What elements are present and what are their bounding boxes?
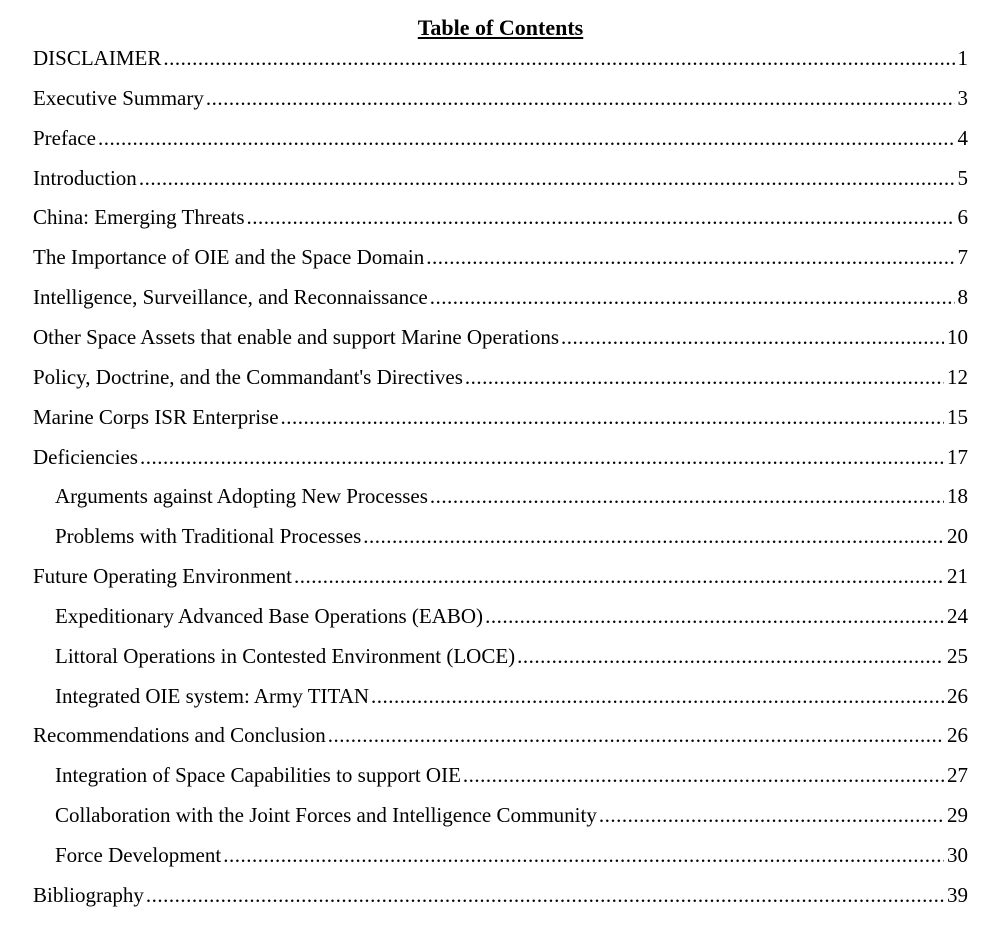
- toc-entry-label: Other Space Assets that enable and support Marine Operations: [33, 325, 560, 349]
- toc-entry-label: Integrated OIE system: Army TITAN: [55, 684, 370, 708]
- toc-entry-page-number: 1: [957, 46, 968, 70]
- toc-entry-label: Littoral Operations in Contested Environment (LOCE): [55, 644, 516, 668]
- toc-entry-page-number: 24: [947, 604, 968, 628]
- toc-entry-page-number: 7: [957, 245, 968, 269]
- toc-entry[interactable]: [33, 402, 968, 432]
- toc-entry-label: Policy, Doctrine, and the Commandant's Directives: [33, 365, 463, 389]
- toc-entry-page-number: 10: [947, 325, 968, 349]
- toc-entry-page-number: 18: [947, 484, 968, 508]
- toc-entry-label: Collaboration with the Joint Forces and Intelligence Community: [55, 803, 597, 827]
- toc-entry[interactable]: [55, 521, 968, 551]
- toc-entry-label: Introduction: [33, 166, 137, 190]
- toc-entry-label: Expeditionary Advanced Base Operations (EABO): [55, 604, 484, 628]
- toc-dot-leader: [163, 43, 954, 73]
- toc-entry-page-number: 20: [947, 524, 968, 548]
- toc-entry-label: China: Emerging Threats: [33, 205, 245, 229]
- toc-entry[interactable]: [55, 760, 968, 790]
- toc-entry-label: Problems with Traditional Processes: [55, 524, 362, 548]
- toc-dot-leader: [561, 322, 944, 352]
- toc-entry-label: Bibliography: [33, 883, 144, 907]
- toc-dot-leader: [206, 83, 955, 113]
- toc-entry[interactable]: [33, 242, 968, 272]
- toc-entry-page-number: 30: [947, 843, 968, 867]
- toc-entry[interactable]: [33, 163, 968, 193]
- toc-dot-leader: [294, 561, 944, 591]
- toc-entry[interactable]: [33, 83, 968, 113]
- toc-entry-label: DISCLAIMER: [33, 46, 162, 70]
- toc-entry[interactable]: [55, 481, 968, 511]
- toc-dot-leader: [430, 481, 944, 511]
- toc-entry-label: Arguments against Adopting New Processes: [55, 484, 428, 508]
- toc-entry[interactable]: [33, 43, 968, 73]
- toc-entry[interactable]: [33, 442, 968, 472]
- toc-dot-leader: [223, 840, 944, 870]
- toc-entry-page-number: 15: [947, 405, 968, 429]
- toc-entry-page-number: 12: [947, 365, 968, 389]
- toc-dot-leader: [281, 402, 944, 432]
- toc-entry[interactable]: [33, 362, 968, 392]
- toc-entry-page-number: 26: [947, 723, 968, 747]
- toc-dot-leader: [139, 163, 955, 193]
- toc-entry-label: Integration of Space Capabilities to support OIE: [55, 763, 461, 787]
- toc-entry-page-number: 17: [947, 445, 968, 469]
- toc-dot-leader: [371, 681, 944, 711]
- toc-entry[interactable]: [55, 681, 968, 711]
- toc-entry[interactable]: [33, 720, 968, 750]
- toc-entry-label: Future Operating Environment: [33, 564, 292, 588]
- toc-entry-page-number: 8: [957, 285, 968, 309]
- toc-dot-leader: [140, 442, 944, 472]
- toc-entry-label: Deficiencies: [33, 445, 138, 469]
- toc-entry-label: Executive Summary: [33, 86, 204, 110]
- page-title: Table of Contents: [417, 15, 584, 40]
- toc-entry[interactable]: [33, 202, 968, 232]
- toc-entry-page-number: 25: [947, 644, 968, 668]
- toc-dot-leader: [328, 720, 944, 750]
- toc-entry-label: Preface: [33, 126, 96, 150]
- toc-entry-page-number: 3: [957, 86, 968, 110]
- toc-entry-page-number: 21: [947, 564, 968, 588]
- toc-dot-leader: [430, 282, 955, 312]
- toc-entry-page-number: 26: [947, 684, 968, 708]
- toc-entry[interactable]: [55, 601, 968, 631]
- toc-dot-leader: [517, 641, 944, 671]
- toc-dot-leader: [485, 601, 944, 631]
- toc-dot-leader: [465, 362, 944, 392]
- toc-entry[interactable]: [33, 322, 968, 352]
- toc-dot-leader: [363, 521, 944, 551]
- toc-entry-label: Marine Corps ISR Enterprise: [33, 405, 279, 429]
- toc-entry-page-number: 27: [947, 763, 968, 787]
- toc-entry-page-number: 6: [957, 205, 968, 229]
- toc-entry-page-number: 5: [957, 166, 968, 190]
- toc-entry-page-number: 4: [957, 126, 968, 150]
- toc-entry[interactable]: [33, 282, 968, 312]
- toc-entry-label: The Importance of OIE and the Space Domain: [33, 245, 425, 269]
- toc-dot-leader: [426, 242, 954, 272]
- toc-dot-leader: [146, 880, 944, 910]
- toc-entry[interactable]: [55, 641, 968, 671]
- toc-entry[interactable]: [55, 840, 968, 870]
- toc-entry-label: Recommendations and Conclusion: [33, 723, 326, 747]
- toc-entry-page-number: 29: [947, 803, 968, 827]
- toc-dot-leader: [247, 202, 955, 232]
- toc-entry-label: Force Development: [55, 843, 222, 867]
- toc-entry-page-number: 39: [947, 883, 968, 907]
- toc-dot-leader: [599, 800, 944, 830]
- toc-entry-label: Intelligence, Surveillance, and Reconnaissance: [33, 285, 428, 309]
- toc-entry[interactable]: [33, 123, 968, 153]
- toc-dot-leader: [98, 123, 955, 153]
- toc-entry[interactable]: [55, 800, 968, 830]
- toc-dot-leader: [463, 760, 944, 790]
- toc-entry[interactable]: [33, 880, 968, 910]
- toc-entry[interactable]: [33, 561, 968, 591]
